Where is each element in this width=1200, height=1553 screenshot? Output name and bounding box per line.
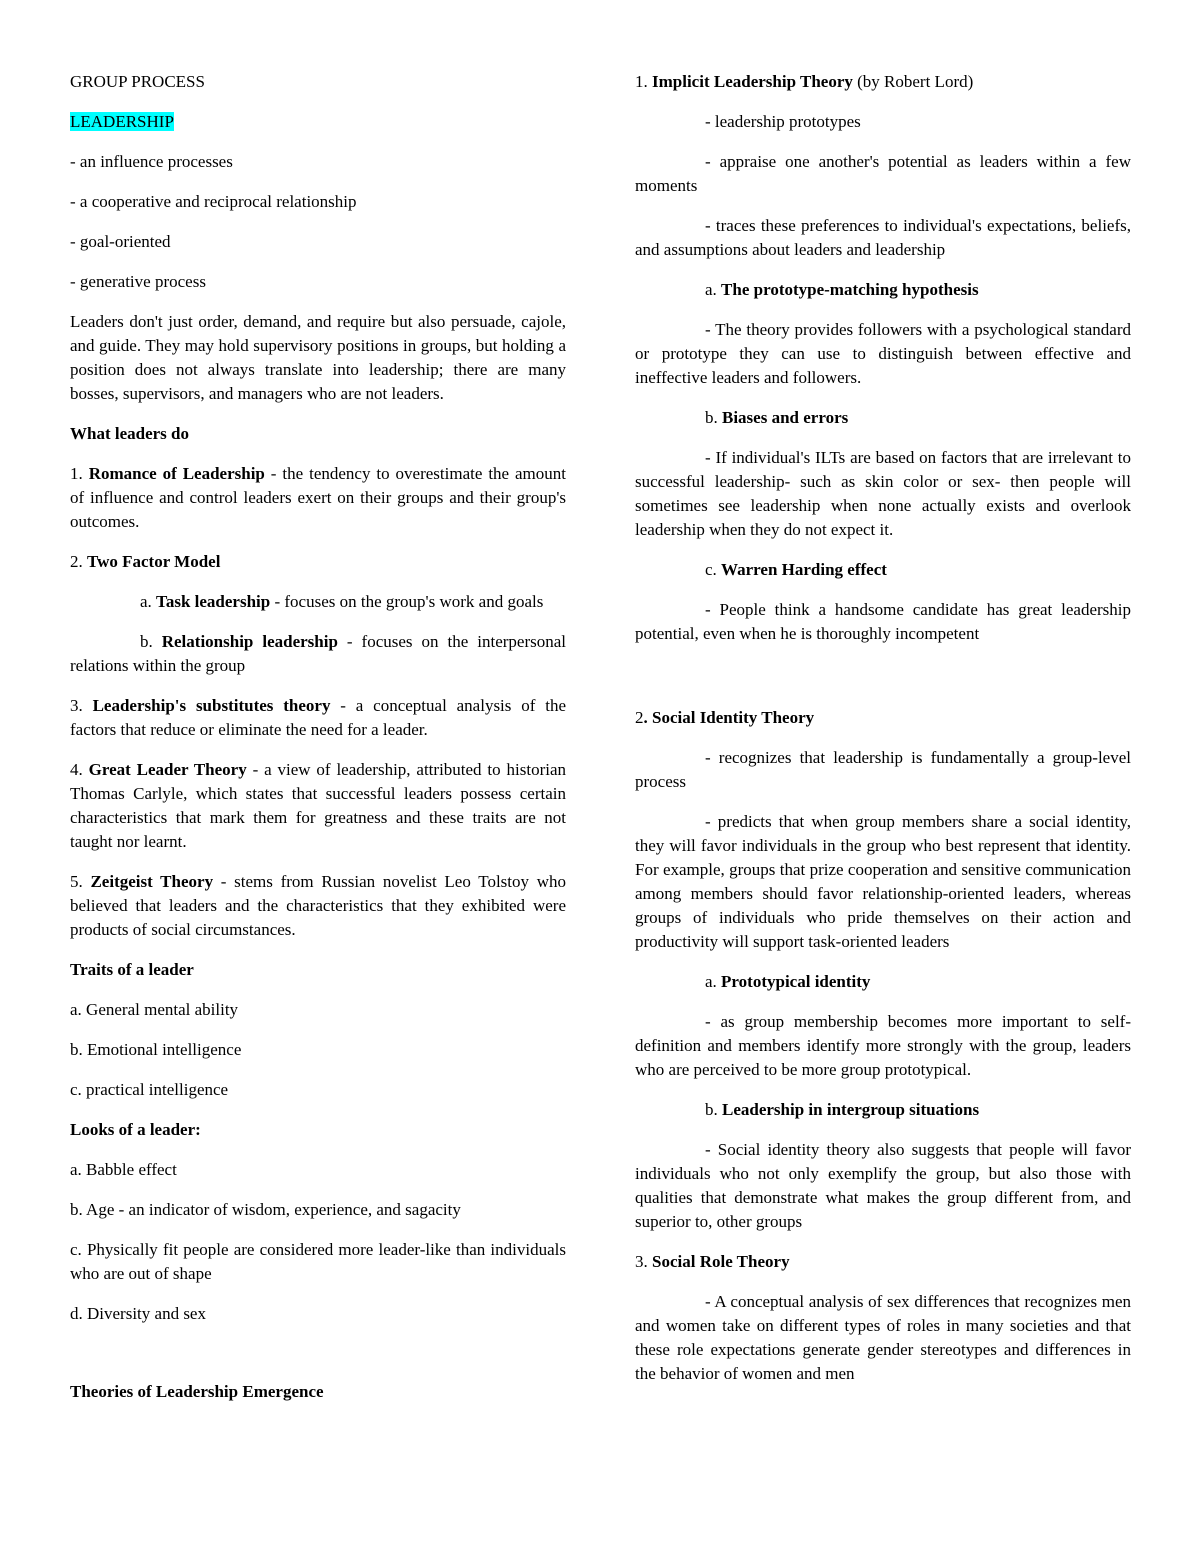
section-heading-emergence: Theories of Leadership Emergence	[70, 1382, 324, 1401]
list-item: a. General mental ability	[70, 1000, 239, 1019]
sub-list-item: a. Task leadership - focuses on the group's work and goals	[140, 592, 544, 611]
subheading: a. The prototype-matching hypothesis	[705, 280, 979, 299]
theory-point: - appraise one another's potential as leaders within a few moments	[635, 152, 1131, 195]
page-title: GROUP PROCESS	[70, 72, 205, 91]
list-item: b. Age - an indicator of wisdom, experience, and sagacity	[70, 1200, 461, 1219]
sub-text: - Social identity theory also suggests that people will favor individuals who not only exemplify the group, but also those with qualities that demonstrate what makes the group different from, and superior to, other groups	[635, 1140, 1131, 1231]
list-item: a. Babble effect	[70, 1160, 177, 1179]
list-item: 2. Two Factor Model	[70, 552, 221, 571]
list-item: c. Physically fit people are considered more leader-like than individuals who are out of shape	[70, 1240, 566, 1283]
list-item: 1. Romance of Leadership - the tendency to overestimate the amount of influence and control leaders exert on their groups and their group's outcomes.	[70, 464, 567, 531]
theory-heading-ilt: 1. Implicit Leadership Theory (by Robert Lord)	[635, 72, 974, 91]
spacer	[635, 662, 1131, 706]
theory-point: - recognizes that leadership is fundamentally a group-level process	[635, 748, 1131, 791]
section-heading-what-leaders-do: What leaders do	[70, 424, 189, 443]
theory-point: - leadership prototypes	[705, 112, 861, 131]
section-heading-looks: Looks of a leader:	[70, 1120, 201, 1139]
sub-text: - If individual's ILTs are based on factors that are irrelevant to successful leadership- such as skin color or sex- then people will sometimes see leadership when none actually exists and overlook leadership when they do not expect it.	[635, 448, 1131, 539]
bullet-item: - goal-oriented	[70, 232, 171, 251]
section-heading-traits: Traits of a leader	[70, 960, 194, 979]
theory-point: - traces these preferences to individual's expectations, beliefs, and assumptions about leaders and leadership	[635, 216, 1131, 259]
theory-point: - A conceptual analysis of sex differences that recognizes men and women take on different types of roles in many societies and that these role expectations generate gender stereotypes and differences in the behavior of women and men	[635, 1292, 1131, 1383]
sub-text: - People think a handsome candidate has great leadership potential, even when he is thoroughly incompetent	[635, 600, 1131, 643]
list-item: 5. Zeitgeist Theory - stems from Russian novelist Leo Tolstoy who believed that leaders and the characteristics that they exhibited were products of social circumstances.	[70, 872, 566, 939]
sub-list-item: b. Relationship leadership - focuses on the interpersonal relations within the group	[70, 632, 566, 675]
list-item: 4. Great Leader Theory - a view of leadership, attributed to historian Thomas Carlyle, which states that successful leaders possess certain characteristics that mark them for greatness and these traits are not taught nor learnt.	[70, 760, 566, 851]
sub-text: - as group membership becomes more important to self-definition and members identify more strongly with the group, leaders who are perceived to be more group prototypical.	[635, 1012, 1131, 1079]
leadership-heading: LEADERSHIP	[70, 112, 174, 131]
bullet-item: - a cooperative and reciprocal relationship	[70, 192, 357, 211]
bullet-item: - an influence processes	[70, 152, 233, 171]
subheading: c. Warren Harding effect	[705, 560, 887, 579]
theory-point: - predicts that when group members share a social identity, they will favor individuals in the group who best represent that identity. For example, groups that prize cooperation and sensitive communication among members should favor relationship-oriented leaders, whereas groups of individuals who pride themselves on their action and productivity will support task-oriented leaders	[635, 812, 1131, 951]
list-item: b. Emotional intelligence	[70, 1040, 242, 1059]
bullet-item: - generative process	[70, 272, 206, 291]
list-item: d. Diversity and sex	[70, 1304, 206, 1323]
theory-heading-sit: 2. Social Identity Theory	[635, 708, 815, 727]
list-item: 3. Leadership's substitutes theory - a conceptual analysis of the factors that reduce or eliminate the need for a leader.	[70, 696, 566, 739]
list-item: c. practical intelligence	[70, 1080, 229, 1099]
right-column	[635, 70, 1131, 1402]
theory-heading-srt: 3. Social Role Theory	[635, 1252, 790, 1271]
subheading: a. Prototypical identity	[705, 972, 871, 991]
subheading: b. Leadership in intergroup situations	[705, 1100, 980, 1119]
spacer	[70, 1342, 566, 1380]
subheading: b. Biases and errors	[705, 408, 849, 427]
intro-paragraph: Leaders don't just order, demand, and require but also persuade, cajole, and guide. They may hold supervisory positions in groups, but holding a position does not always translate into leadership; there are many bosses, supervisors, and managers who are not leaders.	[70, 312, 566, 403]
sub-text: - The theory provides followers with a psychological standard or prototype they can use to distinguish between effective and ineffective leaders and followers.	[635, 320, 1131, 387]
left-column	[70, 70, 566, 1420]
